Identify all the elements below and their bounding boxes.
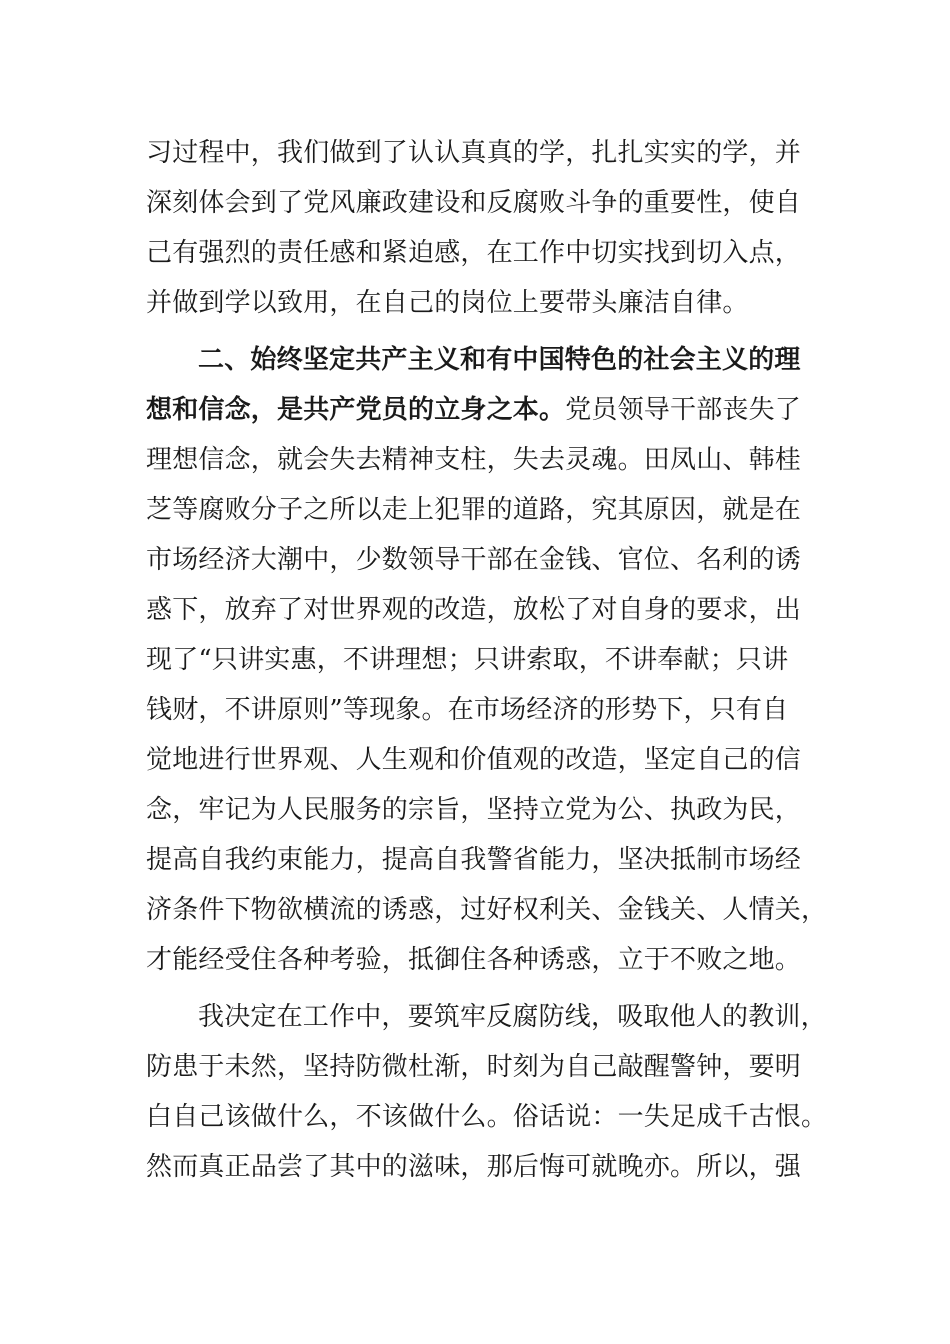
paragraph-text: 党员领导干部丧失了	[565, 395, 802, 425]
paragraph-line: 现了“只讲实惠，不讲理想；只讲索取，不讲奉献；只讲	[146, 645, 789, 675]
paragraph-line: 念，牢记为人民服务的宗旨，坚持立党为公、执政为民，	[146, 795, 802, 825]
paragraph-line: 理想信念，就会失去精神支柱，失去灵魂。田凤山、韩桂	[146, 445, 802, 475]
paragraph-line: 我决定在工作中，要筑牢反腐防线，吸取他人的教训，	[198, 1002, 827, 1032]
paragraph-line: 济条件下物欲横流的诱惑，过好权利关、金钱关、人情关，	[146, 895, 828, 925]
paragraph-line: 并做到学以致用，在自己的岗位上要带头廉洁自律。	[146, 288, 749, 318]
paragraph-line: 芝等腐败分子之所以走上犯罪的道路，究其原因，就是在	[146, 495, 802, 525]
paragraph-line: 习过程中，我们做到了认认真真的学，扎扎实实的学，并	[146, 138, 802, 168]
paragraph-line: 市场经济大潮中，少数领导干部在金钱、官位、名利的诱	[146, 545, 802, 575]
paragraph-line: 深刻体会到了党风廉政建设和反腐败斗争的重要性，使自	[146, 188, 802, 218]
paragraph-line: 才能经受住各种考验，抵御住各种诱惑，立于不败之地。	[146, 945, 802, 975]
section-heading-continued: 想和信念，是共产党员的立身之本。	[146, 395, 566, 425]
paragraph-line: 己有强烈的责任感和紧迫感，在工作中切实找到切入点，	[146, 238, 802, 268]
section-heading: 二、始终坚定共产主义和有中国特色的社会主义的理	[198, 345, 801, 375]
paragraph-line: 白自己该做什么，不该做什么。俗话说：一失足成千古恨。	[146, 1102, 828, 1132]
paragraph-line: 钱财，不讲原则”等现象。在市场经济的形势下，只有自	[146, 695, 789, 725]
paragraph-line: 防患于未然，坚持防微杜渐，时刻为自己敲醒警钟，要明	[146, 1052, 802, 1082]
paragraph-line	[146, 395, 801, 425]
paragraph-line: 提高自我约束能力，提高自我警省能力，坚决抵制市场经	[146, 845, 802, 875]
paragraph-line: 惑下，放弃了对世界观的改造，放松了对自身的要求，出	[146, 595, 802, 625]
paragraph-line: 觉地进行世界观、人生观和价值观的改造，坚定自己的信	[146, 745, 802, 775]
paragraph-line: 然而真正品尝了其中的滋味，那后悔可就晚亦。所以，强	[146, 1152, 802, 1182]
